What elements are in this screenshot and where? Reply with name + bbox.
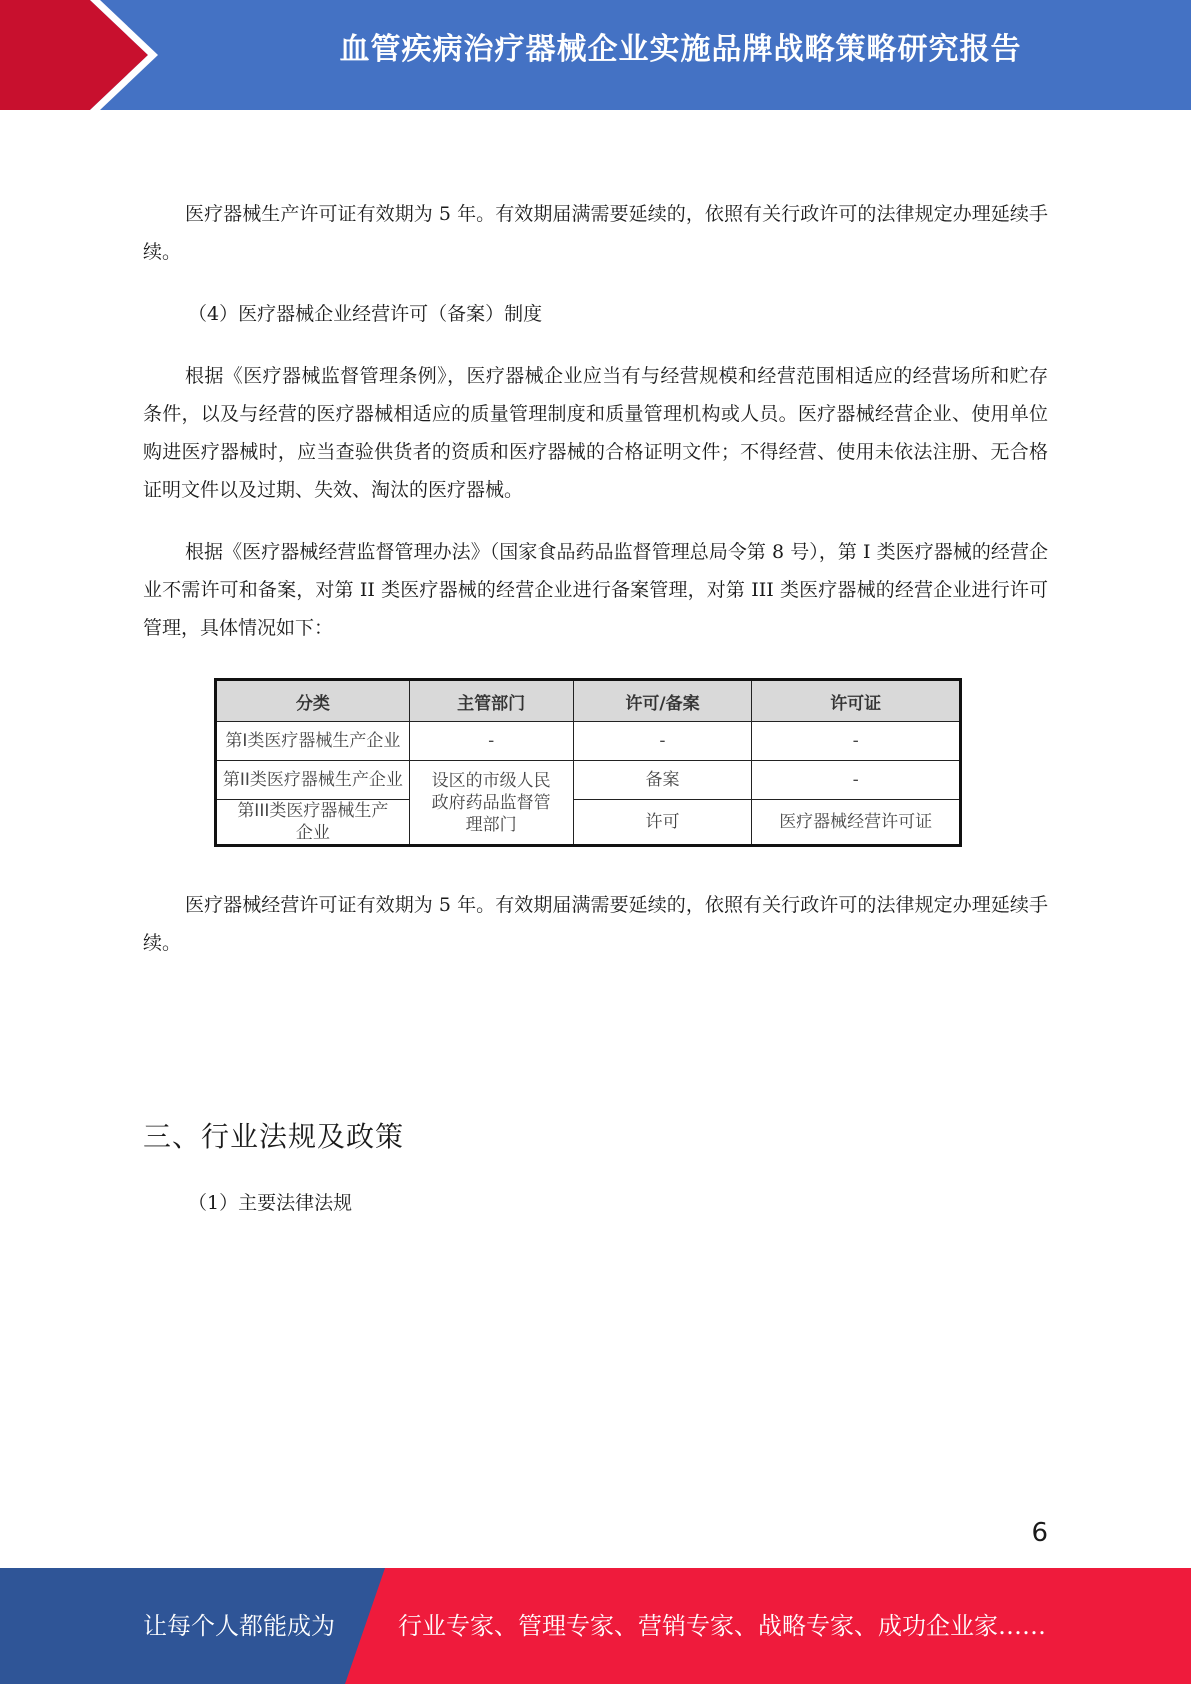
table-cell: 第I类医疗器械生产企业 [216,722,410,761]
subheading-operating-license: （4）医疗器械企业经营许可（备案）制度 [188,303,543,325]
section-heading: 三、行业法规及政策 [143,1120,405,1153]
footer-slogan-right: 行业专家、管理专家、营销专家、战略专家、成功企业家…… [398,1612,1046,1640]
page-footer [0,1568,1191,1684]
table-cell: - [752,722,961,761]
paragraph-management-measures: 根据《医疗器械经营监督管理办法》（国家食品药品监督管理总局令第 8 号），第 I 类医疗器械的经营企业不需许可和备案，对第 II 类医疗器械的经营企业进行备案管理，对第 III 类医疗器械的经营企业进行许可管理，具体情况如下： [143,541,1048,639]
table-header-row [216,680,961,722]
table-cell: 第III类医疗器械生产企业 [216,800,410,846]
page-number: 6 [1031,1518,1048,1548]
paragraph-operating-license-validity: 医疗器械经营许可证有效期为 5 年。有效期届满需要延续的，依照有关行政许可的法律规定办理延续手续。 [143,894,1048,954]
col-header-category: 分类 [216,680,410,722]
table-cell-authority: 设区的市级人民政府药品监督管理部门 [409,761,573,846]
page-header [0,0,1191,110]
table-row [216,800,961,846]
col-header-permit-type: 许可/备案 [573,680,752,722]
col-header-authority: 主管部门 [409,680,573,722]
table-cell: - [409,722,573,761]
license-table [214,678,962,847]
table-row [216,722,961,761]
table-cell: 第II类医疗器械生产企业 [216,761,410,800]
table-cell: 许可 [573,800,752,846]
paragraph-production-license-validity: 医疗器械生产许可证有效期为 5 年。有效期届满需要延续的，依照有关行政许可的法律规定办理延续手续。 [143,203,1048,263]
document-title: 血管疾病治疗器械企业实施品牌战略策略研究报告 [339,32,1022,67]
table-cell: 医疗器械经营许可证 [752,800,961,846]
table-cell: - [752,761,961,800]
subheading-main-laws: （1）主要法律法规 [188,1192,353,1214]
table-cell: - [573,722,752,761]
table-row [216,761,961,800]
red-chevron-icon [0,0,160,110]
table-cell: 备案 [573,761,752,800]
paragraph-regulation-requirements: 根据《医疗器械监督管理条例》，医疗器械企业应当有与经营规模和经营范围相适应的经营场所和贮存条件，以及与经营的医疗器械相适应的质量管理制度和质量管理机构或人员。医疗器械经营企业、使用单位购进医疗器械时，应当查验供货者的资质和医疗器械的合格证明文件；不得经营、使用未依法注册、无合格证明文件以及过期、失效、淘汰的医疗器械。 [143,365,1048,501]
footer-slogan-left: 让每个人都能成为 [143,1612,335,1640]
col-header-license: 许可证 [752,680,961,722]
